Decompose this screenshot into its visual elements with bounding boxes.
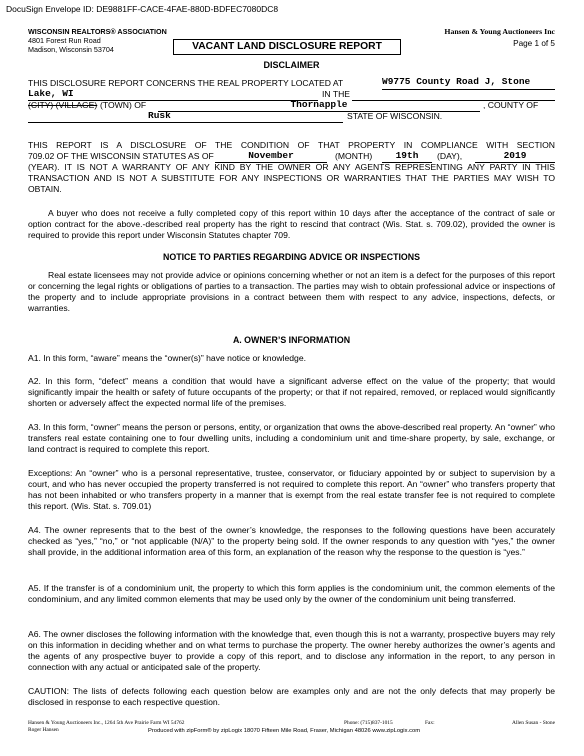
- footer-produced-with: Produced with zipForm® by zipLogix 18070 Fifteen Mile Road, Fraser, Michigan 48026 www.zipLogix.com: [148, 728, 421, 734]
- a6-paragraph: A6. The owner discloses the following information with the knowledge that, even though this is not a warranty, prospective buyers may rely on this information in deciding whether and on what terms to purchase the property. The owner hereby authorizes the owner’s agents and the agents of any prospective buyer to provide a copy of this report, and to disclose any information in the report, to any person in connection with any actual or anticipated sale of the property.: [28, 629, 555, 672]
- town-of-label: (TOWN) OF: [100, 100, 147, 110]
- year-value[interactable]: 2019: [503, 150, 527, 161]
- report-line1: THIS REPORT IS A DISCLOSURE OF THE CONDITION OF THAT PROPERTY IN COMPLIANCE WITH SECTION: [28, 140, 555, 150]
- caution-paragraph: CAUTION: The lists of defects following each question below are examples only and are not the only defects that may properly be disclosed in response to each respective question.: [28, 686, 555, 707]
- a1-paragraph: A1. In this form, “aware” means the “owner(s)” have notice or knowledge.: [28, 353, 306, 363]
- a3-paragraph: A3. In this form, “owner” means the person or persons, entity, or organization that owns the above-described real property. An “owner” who transfers real estate containing one to four dwelling units, including a condominium unit and time-share property, by sale, exchange, or land contract is required to complete this report.: [28, 422, 555, 454]
- report-as-of-label: 709.02 OF THE WISCONSIN STATUTES AS OF: [28, 151, 214, 161]
- in-the-label: IN THE: [322, 89, 351, 99]
- notice-heading: NOTICE TO PARTIES REGARDING ADVICE OR INSPECTIONS: [163, 252, 420, 262]
- disclaimer-heading: DISCLAIMER: [263, 60, 320, 70]
- notice-paragraph: Real estate licensees may not provide advice or opinions concerning whether or not an item is a defect for the purposes of this report or concerning the legal rights or obligations of parties to a transaction. The parties may wish to obtain professional advice or inspections of the property and to include appropriate provisions in a contract between them with respect to any advice, inspections, defects, or warranties.: [28, 270, 555, 313]
- a2-paragraph: A2. In this form, “defect” means a condition that would have a significant adverse effect on the value of the property; that would significantly impair the health or safety of future occupants of the property; or that if not repaired, removed, or replaced would significantly shorten or adversely affect the expected normal life of the premises.: [28, 376, 555, 408]
- footer-file-name: Allen Susan - Stone: [512, 720, 555, 726]
- owner-info-heading: A. OWNER’S INFORMATION: [232, 335, 351, 345]
- address-underline-1: [382, 89, 555, 90]
- city-village-label: (CITY) (VILLAGE): [28, 100, 98, 110]
- page-number: Page 1 of 5: [513, 39, 555, 48]
- town-value[interactable]: Thornapple: [290, 99, 348, 110]
- buyer-rescind-paragraph: A buyer who does not receive a fully completed copy of this report within 10 days after the acceptance of the contract of sale or option contract for the above.-described real property has the right to rescind that contract (Wis. Stat. s. 709.02), provided the owner is required to provide this report under Wisconsin Statutes chapter 709.: [28, 208, 555, 240]
- org-name: WISCONSIN REALTORS® ASSOCIATION: [28, 27, 167, 36]
- org-address-line1: 4801 Forest Run Road: [28, 36, 101, 45]
- org-address-line2: Madison, Wisconsin 53704: [28, 45, 114, 54]
- month-label: (MONTH): [335, 151, 373, 161]
- county-underline: [28, 122, 343, 123]
- a5-paragraph: A5. If the transfer is of a condominium unit, the property to which this form applies is the condominium unit, the common elements of the condominium, and any limited common elements that may be used only by the owner of the condominium unit being transferred.: [28, 583, 555, 604]
- footer-phone: Phone: (715)837-1015: [344, 720, 393, 726]
- county-value[interactable]: Rusk: [148, 110, 171, 121]
- footer-agent: Roger Hansen: [28, 727, 59, 733]
- property-address-line1[interactable]: W9775 County Road J, Stone: [382, 76, 531, 87]
- day-label: (DAY),: [437, 151, 463, 161]
- property-located-label: THIS DISCLOSURE REPORT CONCERNS THE REAL PROPERTY LOCATED AT: [28, 78, 344, 88]
- report-remaining-text: (YEAR). IT IS NOT A WARRANTY OF ANY KIND BY THE OWNER OR ANY AGENTS REPRESENTING ANY PARTY IN THIS TRANSACTION AND IS NOT A SUBSTITUTE FOR ANY INSPECTIONS OR WARRANTIES THAT THE PARTIES MAY WISH TO OBTAIN.: [28, 162, 555, 194]
- footer-fax: Fax:: [425, 720, 435, 726]
- day-value[interactable]: 19th: [395, 150, 419, 161]
- property-address-line2[interactable]: Lake, WI: [28, 88, 74, 99]
- envelope-id: DocuSign Envelope ID: DE9881FF-CACE-4FAE-880D-BDFEC7080DC8: [6, 4, 279, 14]
- a4-paragraph: A4. The owner represents that to the best of the owner’s knowledge, the responses to the following questions have been accurately checked as “yes,” “no,” or “not applicable (N/A)” to the property being sold. If the owner responds to any question with “yes,” the owner shall provide, in the additional information area of this form, an explanation of the reason why the response to the question is “yes.”: [28, 525, 555, 557]
- state-label: STATE OF WISCONSIN.: [347, 111, 443, 121]
- form-title: VACANT LAND DISCLOSURE REPORT: [173, 39, 401, 55]
- company-name: Hansen & Young Auctioneers Inc: [444, 27, 555, 36]
- exceptions-paragraph: Exceptions: An “owner” who is a personal representative, trustee, conservator, or fiduciary appointed by or subject to supervision by a court, and who has never occupied the property transferred is not required to complete this report. An “owner” who transfers property that has not been inhabited or who transfers property in a manner that is exempt from the real estate transfer fee is not required to complete this report. (Wis. Stat. s. 709.01): [28, 468, 555, 511]
- footer-company: Hansen & Young Auctioneers Inc., 1264 5th Ave Prairie Farm WI 54762: [28, 720, 185, 726]
- month-value[interactable]: November: [248, 150, 294, 161]
- county-of-label: , COUNTY OF: [483, 100, 539, 110]
